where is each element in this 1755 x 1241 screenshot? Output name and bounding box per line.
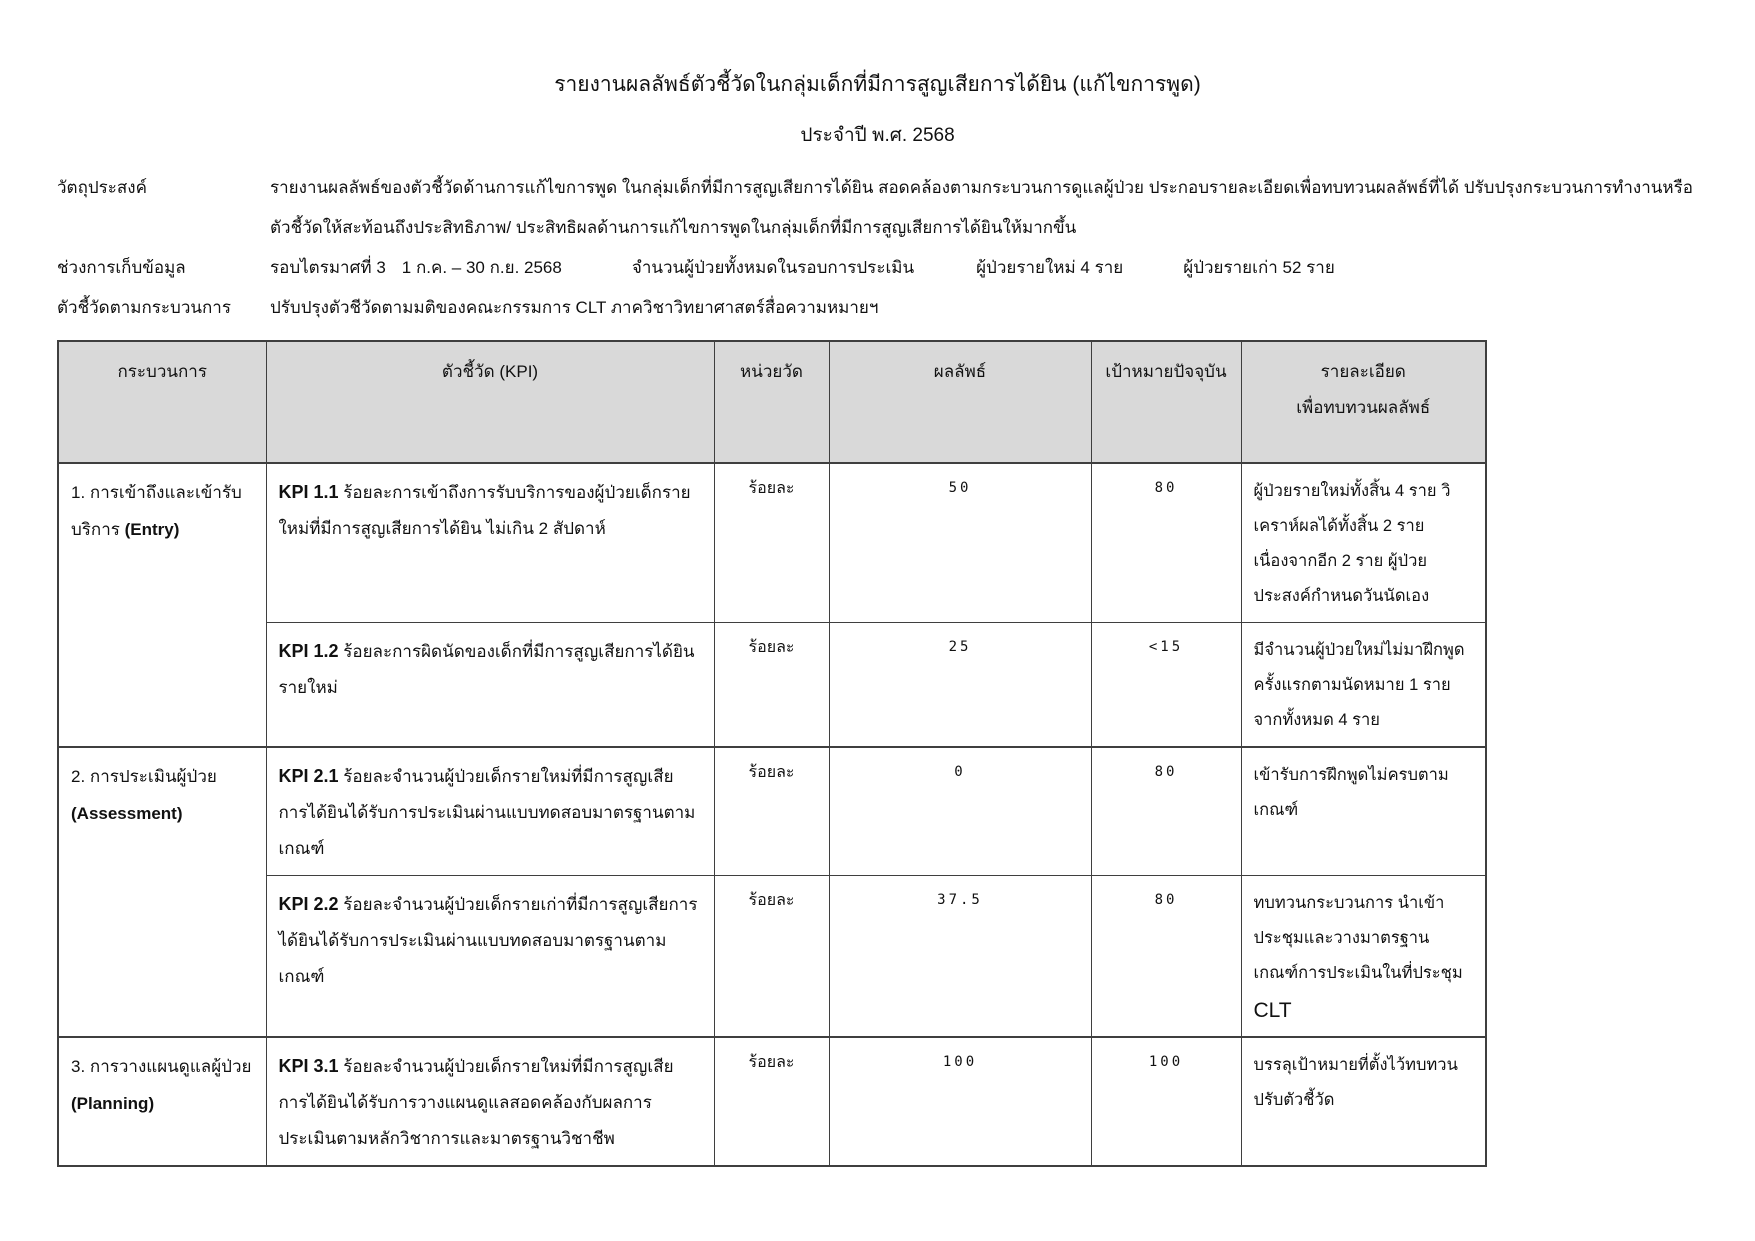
header-detail-line1: รายละเอียด	[1320, 362, 1406, 381]
kpi-table	[57, 340, 1487, 1167]
process-assessment-th: 2. การประเมินผู้ป่วย	[71, 767, 217, 786]
result-cell: 50	[829, 463, 1091, 623]
process-entry-en: (Entry)	[124, 520, 180, 539]
header-unit: หน่วยวัด	[714, 341, 829, 463]
kpi-table-header	[58, 341, 1486, 463]
target-cell: 80	[1091, 463, 1241, 623]
unit-cell: ร้อยละ	[714, 463, 829, 623]
process-assessment-en: (Assessment)	[71, 804, 183, 823]
target-cell: 100	[1091, 1037, 1241, 1166]
header-kpi: ตัวชี้วัด (KPI)	[266, 341, 714, 463]
process-cell-assessment	[58, 747, 266, 1037]
meta-objective-row	[57, 168, 1698, 248]
unit-cell: ร้อยละ	[714, 623, 829, 748]
period-dates: 1 ก.ค. – 30 ก.ย. 2568	[401, 258, 562, 277]
unit-cell: ร้อยละ	[714, 876, 829, 1038]
detail-cell: เข้ารับการฝึกพูดไม่ครบตามเกณฑ์	[1241, 747, 1486, 876]
detail-text: ทบทวนกระบวนการ นำเข้าประชุมและวางมาตรฐานเกณฑ์การประเมินในที่ประชุม	[1253, 894, 1463, 982]
table-row-kpi-2-2	[58, 876, 1486, 1038]
process-planning-th: 3. การวางแผนดูแลผู้ป่วย	[71, 1057, 252, 1076]
kpi-id: KPI 2.1	[278, 766, 339, 786]
kpi-text: ร้อยละการผิดนัดของเด็กที่มีการสูญเสียการได้ยินรายใหม่	[278, 642, 695, 697]
process-cell-entry	[58, 463, 266, 747]
detail-cell: มีจำนวนผู้ป่วยใหม่ไม่มาฝึกพูดครั้งแรกตามนัดหมาย 1 ราย จากทั้งหมด 4 ราย	[1241, 623, 1486, 748]
target-cell: 80	[1091, 876, 1241, 1038]
process-cell-planning	[58, 1037, 266, 1166]
meta-section	[57, 168, 1698, 328]
kpi-cell	[266, 747, 714, 876]
process-entry-th: 1. การเข้าถึงและเข้ารับบริการ	[71, 483, 242, 539]
kpi-text: ร้อยละจำนวนผู้ป่วยเด็กรายเก่าที่มีการสูญเสียการได้ยินได้รับการประเมินผ่านแบบทดสอบมาตรฐานตามเกณฑ์	[278, 895, 698, 986]
unit-cell: ร้อยละ	[714, 747, 829, 876]
patients-old: ผู้ป่วยรายเก่า 52 ราย	[1183, 258, 1335, 277]
header-detail-line2: เพื่อทบทวนผลลัพธ์	[1296, 398, 1431, 417]
title-block	[57, 72, 1698, 148]
kpi-text: ร้อยละจำนวนผู้ป่วยเด็กรายใหม่ที่มีการสูญเสียการได้ยินได้รับการวางแผนดูแลสอดคล้องกับผลการประเมินตามหลักวิชาการและมาตรฐานวิชาชีพ	[278, 1057, 674, 1148]
detail-cell: ผู้ป่วยรายใหม่ทั้งสิ้น 4 ราย วิเคราห์ผลได้ทั้งสิ้น 2 ราย เนื่องจากอีก 2 ราย ผู้ป่วยประสงค์กำหนดวันนัดเอง	[1241, 463, 1486, 623]
process-planning-en: (Planning)	[71, 1094, 155, 1113]
target-cell: 80	[1091, 747, 1241, 876]
detail-cell	[1241, 876, 1486, 1038]
kpi-id: KPI 1.1	[278, 482, 339, 502]
page-title: รายงานผลลัพธ์ตัวชี้วัดในกลุ่มเด็กที่มีการสูญเสียการได้ยิน (แก้ไขการพูด)	[554, 73, 1201, 96]
kpi-cell	[266, 623, 714, 748]
target-cell: <15	[1091, 623, 1241, 748]
result-cell: 25	[829, 623, 1091, 748]
result-cell: 37.5	[829, 876, 1091, 1038]
process-indicator-text: ปรับปรุงตัวชีวัดตามมติของคณะกรรมการ CLT ภาควิชาวิทยาศาสตร์สื่อความหมายฯ	[270, 298, 879, 317]
objective-label: วัตถุประสงค์	[57, 178, 147, 197]
period-quarter: รอบไตรมาศที่ 3	[270, 258, 386, 277]
header-process: กระบวนการ	[58, 341, 266, 463]
detail-cell: บรรลุเป้าหมายที่ตั้งไว้ทบทวนปรับตัวชี้วัด	[1241, 1037, 1486, 1166]
result-cell: 100	[829, 1037, 1091, 1166]
kpi-id: KPI 2.2	[278, 894, 339, 914]
detail-suffix: CLT	[1253, 999, 1292, 1022]
period-content	[270, 248, 1698, 288]
objective-text: รายงานผลลัพธ์ของตัวชี้วัดด้านการแก้ไขการพูด ในกลุ่มเด็กที่มีการสูญเสียการได้ยิน สอดคล้องตามกระบวนการดูแลผู้ป่วย ประกอบรายละเอียดเพื่อทบทวนผลลัพธ์ที่ได้ ปรับปรุงกระบวนการทำงานหรือตัวชี้วัดให้สะท้อนถึงประสิทธิภาพ/ ประสิทธิผลด้านการแก้ไขการพูดในกลุ่มเด็กที่มีการสูญเสียการได้ยินให้มากขึ้น	[270, 178, 1693, 237]
page-subtitle: ประจำปี พ.ศ. 2568	[800, 125, 955, 146]
header-result: ผลลัพธ์	[829, 341, 1091, 463]
kpi-id: KPI 1.2	[278, 641, 339, 661]
kpi-id: KPI 3.1	[278, 1056, 339, 1076]
table-row-kpi-1-1	[58, 463, 1486, 623]
patients-new: ผู้ป่วยรายใหม่ 4 ราย	[976, 258, 1124, 277]
kpi-text: ร้อยละการเข้าถึงการรับบริการของผู้ป่วยเด็กรายใหม่ที่มีการสูญเสียการได้ยิน ไม่เกิน 2 สัปดาห์	[278, 483, 691, 538]
kpi-cell	[266, 463, 714, 623]
header-target: เป้าหมายปัจจุบัน	[1091, 341, 1241, 463]
kpi-text: ร้อยละจำนวนผู้ป่วยเด็กรายใหม่ที่มีการสูญเสียการได้ยินได้รับการประเมินผ่านแบบทดสอบมาตรฐานตามเกณฑ์	[278, 767, 696, 858]
header-detail	[1241, 341, 1486, 463]
kpi-cell	[266, 1037, 714, 1166]
process-indicator-label: ตัวชี้วัดตามกระบวนการ	[57, 298, 231, 317]
kpi-cell	[266, 876, 714, 1038]
meta-process-row	[57, 288, 1698, 328]
meta-period-row	[57, 248, 1698, 288]
table-row-kpi-2-1	[58, 747, 1486, 876]
result-cell: 0	[829, 747, 1091, 876]
patients-total-label: จำนวนผู้ป่วยทั้งหมดในรอบการประเมิน	[631, 258, 915, 277]
table-row-kpi-1-2	[58, 623, 1486, 748]
period-label: ช่วงการเก็บข้อมูล	[57, 258, 186, 277]
table-row-kpi-3-1	[58, 1037, 1486, 1166]
unit-cell: ร้อยละ	[714, 1037, 829, 1166]
